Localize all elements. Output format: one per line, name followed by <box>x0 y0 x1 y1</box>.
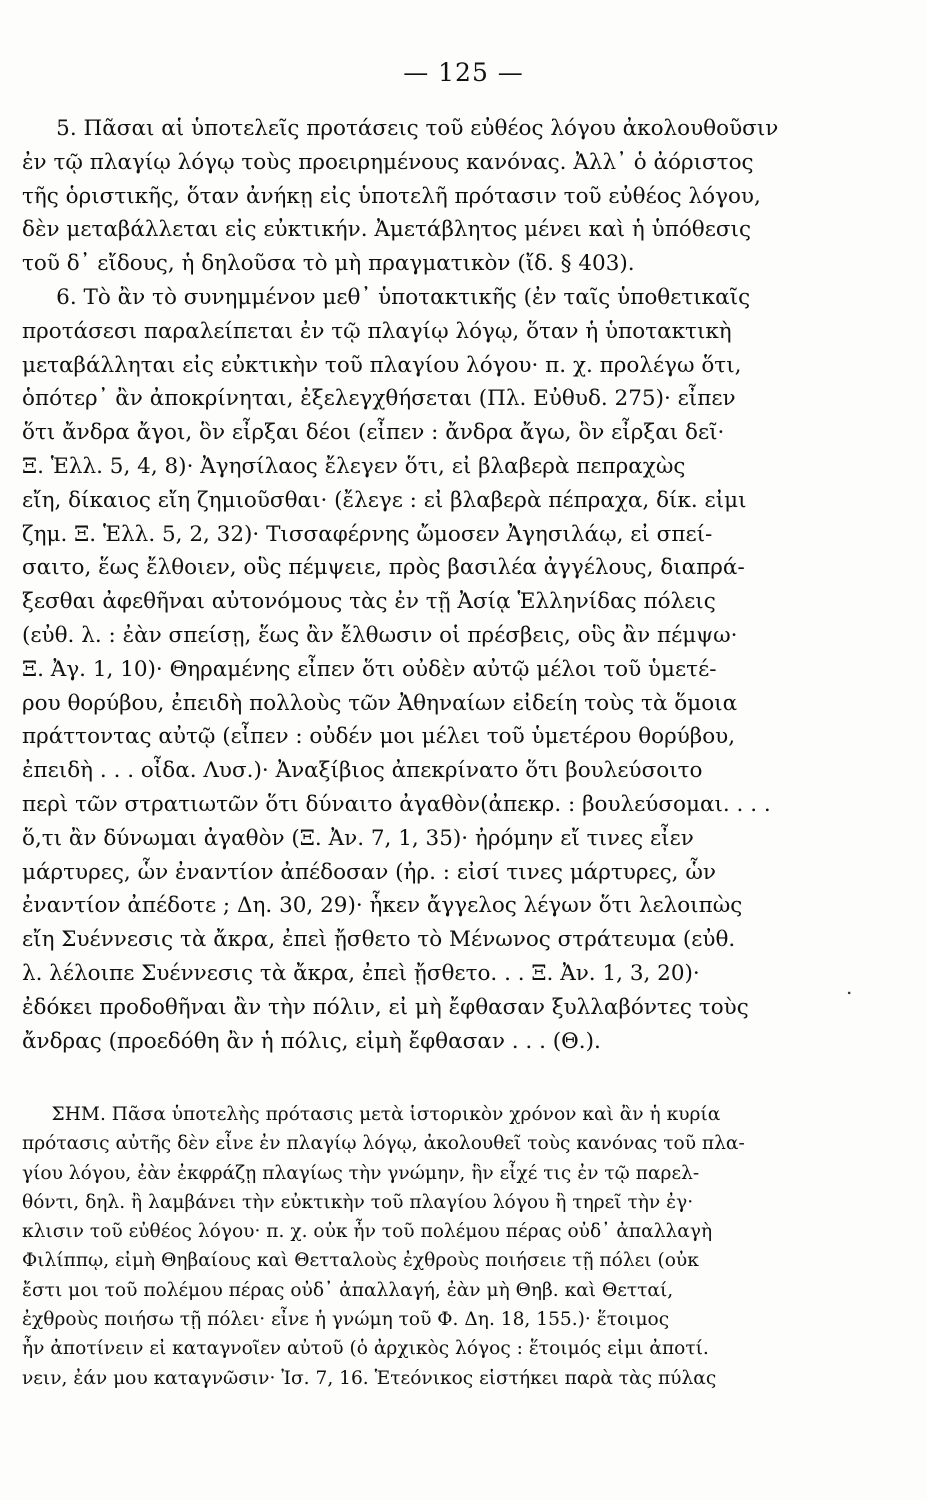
text-line: σαιτο, ἕως ἔλθοιεν, οὓς πέμψειε, πρὸς βασιλέα ἀγγέλους, διαπρά- <box>22 555 745 581</box>
note-line: πρότασις αὐτῆς δὲν εἶνε ἐν πλαγίῳ λόγῳ, ἀκολουθεῖ τοὺς κανόνας τοῦ πλα- <box>22 1133 745 1155</box>
text-line: μεταβάλληται εἰς εὐκτικὴν τοῦ πλαγίου λόγου· π. χ. προλέγω ὅτι, <box>22 352 742 378</box>
text-line: (εὐθ. λ. : ἐὰν σπείσῃ, ἕως ἂν ἔλθωσιν οἱ πρέσβεις, οὓς ἂν πέμψω· <box>22 622 738 648</box>
text-line: 5. Πᾶσαι αἱ ὑποτελεῖς προτάσεις τοῦ εὐθέος λόγου ἀκολουθοῦσιν <box>22 116 779 141</box>
text-line: τῆς ὁριστικῆς, ὅταν ἀνήκῃ εἰς ὑποτελῆ πρότασιν τοῦ εὐθέος λόγου, <box>22 183 761 209</box>
text-line: Ξ. Ἀγ. 1, 10)· Θηραμένης εἶπεν ὅτι οὐδὲν αὐτῷ μέλοι τοῦ ὑμετέ- <box>22 656 717 682</box>
note-line: γίου λόγου, ἐὰν ἐκφράζῃ πλαγίως τὴν γνώμην, ἣν εἶχέ τις ἐν τῷ παρελ- <box>22 1162 700 1184</box>
text-line: ρου θορύβου, ἐπειδὴ πολλοὺς τῶν Ἀθηναίων εἰδείη τοὺς τὰ ὅμοια <box>22 690 738 716</box>
note-line: ΣΗΜ. Πᾶσα ὑποτελὴς πρότασις μετὰ ἱστορικὸν χρόνον καὶ ἂν ἡ κυρία <box>22 1104 721 1125</box>
text-line: ὁπότερ᾽ ἂν ἀποκρίνηται, ἐξελεγχθήσεται (Πλ. Εὐθυδ. 275)· εἶπεν <box>22 386 736 412</box>
note-line: Φιλίππῳ, εἰμὴ Θηβαίους καὶ Θετταλοὺς ἐχθροὺς ποιήσειε τῇ πόλει (οὐκ <box>22 1250 699 1272</box>
text-line: περὶ τῶν στρατιωτῶν ὅτι δύναιτο ἀγαθὸν(ἀπεκρ. : βουλεύσομαι. . . . <box>22 791 771 817</box>
note-line: νειν, ἐάν μου καταγνῶσιν· Ἰσ. 7, 16. Ἑτεόνικος εἱστήκει παρὰ τὰς πύλας <box>22 1367 717 1389</box>
text-line: ξεσθαι ἀφεθῆναι αὐτονόμους τὰς ἐν τῇ Ἀσίᾳ Ἑλληνίδας πόλεις <box>22 589 716 615</box>
text-line: ἐν τῷ πλαγίῳ λόγῳ τοὺς προειρημένους κανόνας. Ἀλλ᾽ ὁ ἀόριστος <box>22 149 754 175</box>
text-line: εἴη, δίκαιος εἴη ζημιοῦσθαι· (ἔλεγε : εἰ βλαβερὰ πέπραχα, δίκ. εἰμι <box>22 487 747 513</box>
note-line: κλισιν τοῦ εὐθέος λόγου· π. χ. οὐκ ἦν τοῦ πολέμου πέρας οὐδ᾽ ἀπαλλαγὴ <box>22 1221 713 1243</box>
text-line: τοῦ δ᾽ εἴδους, ἡ δηλοῦσα τὸ μὴ πραγματικὸν (ἴδ. § 403). <box>22 251 635 277</box>
text-line: μάρτυρες, ὧν ἐναντίον ἀπέδοσαν (ἠρ. : εἰσί τινες μάρτυρες, ὧν <box>22 859 716 885</box>
main-text <box>22 112 842 1058</box>
text-line: ἐπειδὴ . . . οἶδα. Λυσ.)· Ἀναξίβιος ἀπεκρίνατο ὅτι βουλεύσοιτο <box>22 758 703 784</box>
note-line: θόντι, δηλ. ἢ λαμβάνει τὴν εὐκτικὴν τοῦ πλαγίου λόγου ἢ τηρεῖ τὴν ἐγ· <box>22 1191 694 1213</box>
note-line: ἔστι μοι τοῦ πολέμου πέρας οὐδ᾽ ἀπαλλαγή, ἐὰν μὴ Θηβ. καὶ Θετταί, <box>22 1279 674 1301</box>
text-line: εἴη Συέννεσις τὰ ἄκρα, ἐπεὶ ᾔσθετο τὸ Μένωνος στράτευμα (εὐθ. <box>22 927 736 953</box>
page-number: — 125 — <box>403 58 524 87</box>
text-line: ζημ. Ξ. Ἑλλ. 5, 2, 32)· Τισσαφέρνης ὤμοσεν Ἀγησιλάῳ, εἰ σπεί- <box>22 521 713 547</box>
text-line: προτάσεσι παραλείπεται ἐν τῷ πλαγίῳ λόγῳ, ὅταν ἡ ὑποτακτικὴ <box>22 318 732 344</box>
text-line: Ξ. Ἑλλ. 5, 4, 8)· Ἀγησίλαος ἔλεγεν ὅτι, εἰ βλαβερὰ πεπραχὼς <box>22 453 686 479</box>
note-text <box>22 1100 842 1393</box>
text-line: δὲν μεταβάλλεται εἰς εὐκτικήν. Ἀμετάβλητος μένει καὶ ἡ ὑπόθεσις <box>22 217 751 243</box>
text-line: ὅτι ἄνδρα ἄγοι, ὃν εἶρξαι δέοι (εἶπεν : ἄνδρα ἄγω, ὃν εἶρξαι δεῖ· <box>22 420 725 446</box>
text-line: 6. Τὸ ἂν τὸ συνημμένον μεθ᾽ ὑποτακτικῆς (ἐν ταῖς ὑποθετικαῖς <box>22 284 751 310</box>
note-line: ἐχθροὺς ποιήσω τῇ πόλει· εἶνε ἡ γνώμη τοῦ Φ. Δη. 18, 155.)· ἕτοιμος <box>22 1309 670 1331</box>
text-line: πράττοντας αὐτῷ (εἶπεν : οὐδέν μοι μέλει τοῦ ὑμετέρου θορύβου, <box>22 724 736 750</box>
text-line: λ. λέλοιπε Συέννεσις τὰ ἄκρα, ἐπεὶ ᾔσθετο. . . Ξ. Ἀν. 1, 3, 20)· <box>22 960 700 986</box>
note-line: ἦν ἀποτίνειν εἰ καταγνοῖεν αὐτοῦ (ὁ ἀρχικὸς λόγος : ἕτοιμός εἰμι ἀποτί. <box>22 1338 709 1360</box>
margin-dot: . <box>846 975 853 999</box>
text-line: ὅ,τι ἂν δύνωμαι ἀγαθὸν (Ξ. Ἀν. 7, 1, 35)· ἠρόμην εἴ τινες εἶεν <box>22 825 694 851</box>
text-line: ἐναντίον ἀπέδοτε ; Δη. 30, 29)· ἧκεν ἄγγελος λέγων ὅτι λελοιπὼς <box>22 893 743 919</box>
text-line: ἐδόκει προδοθῆναι ἂν τὴν πόλιν, εἰ μὴ ἔφθασαν ξυλλαβόντες τοὺς <box>22 994 749 1020</box>
text-line: ἄνδρας (προεδόθη ἂν ἡ πόλις, εἰμὴ ἔφθασαν . . . (Θ.). <box>22 1028 601 1054</box>
